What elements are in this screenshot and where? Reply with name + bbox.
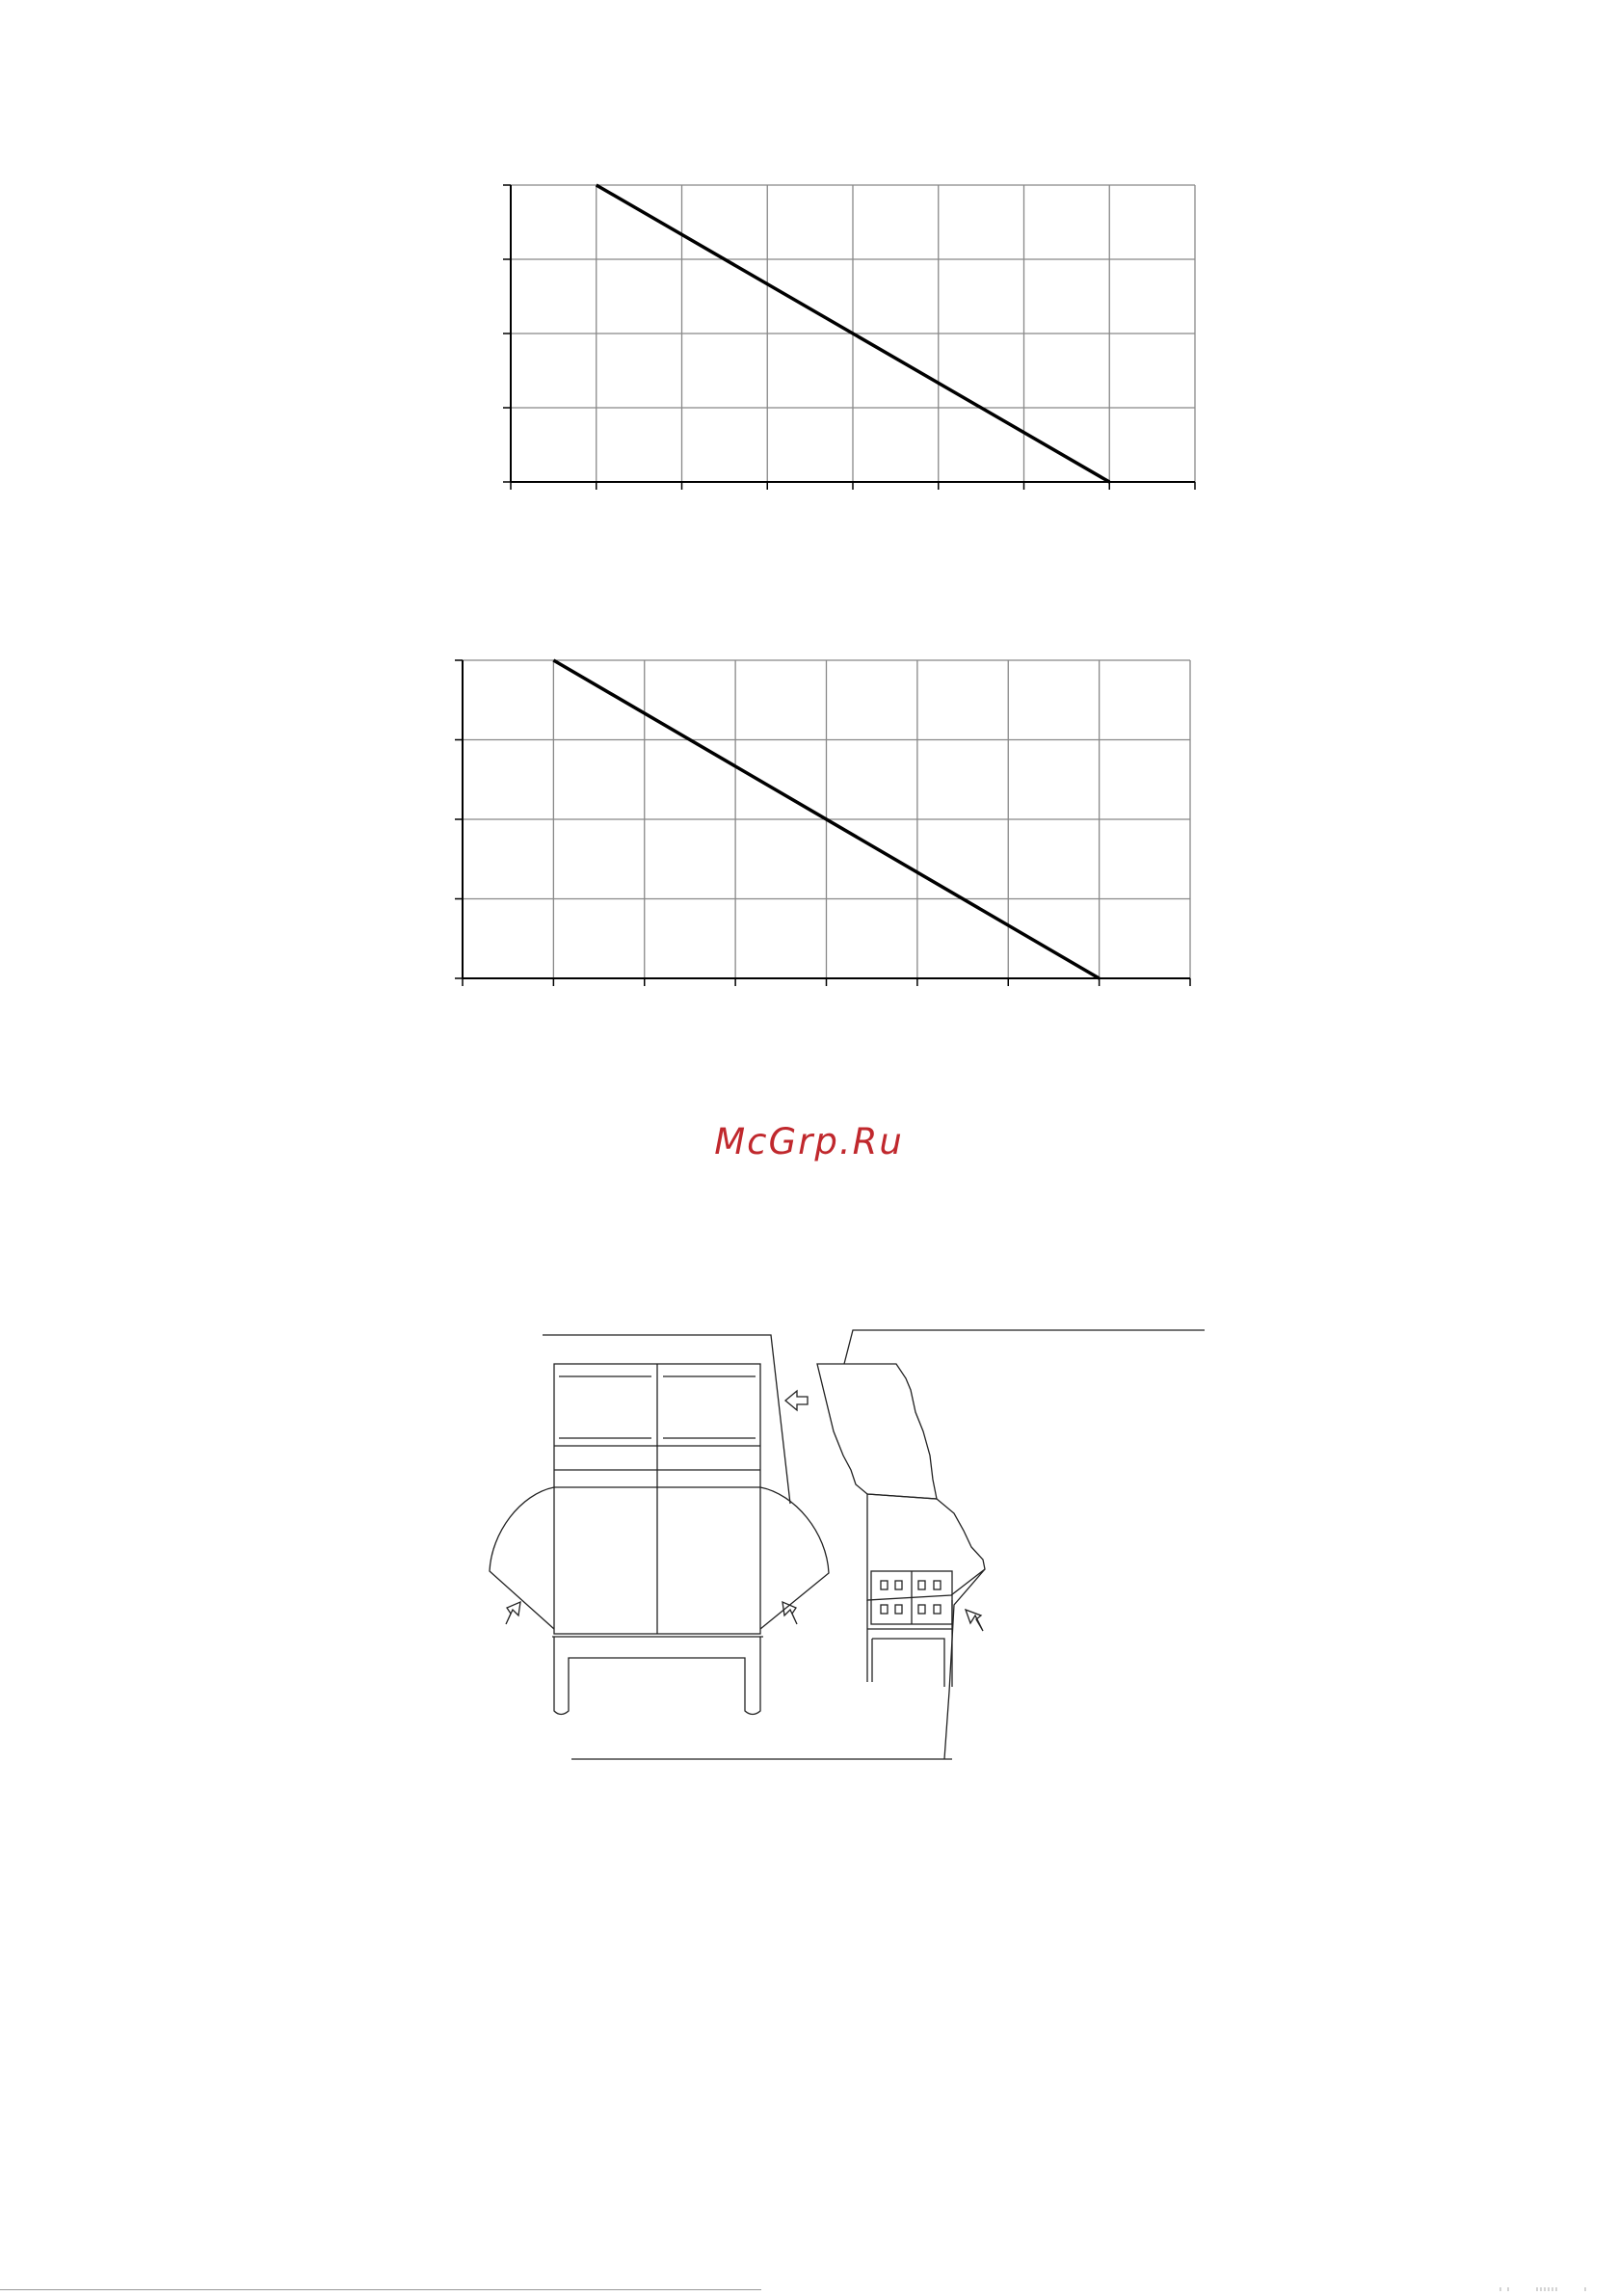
airflow-arrow-icon: [785, 1391, 808, 1410]
airflow-arrow-icon: [966, 1610, 983, 1631]
airflow-arrow-icon: [506, 1602, 520, 1624]
chart-2-axes: [455, 660, 1190, 986]
footer-rule: [0, 2289, 761, 2290]
chart-2: [434, 636, 1205, 1022]
chart-1-axes: [503, 185, 1195, 490]
chart-1: [482, 154, 1214, 501]
watermark-text: McGrp.Ru: [714, 1121, 904, 1162]
cabinet-side-view: [817, 1330, 1205, 1759]
cabinet-drawing: [463, 1311, 1233, 1774]
cabinet-front-view: [490, 1335, 952, 1759]
footer-marks: [1499, 2286, 1605, 2292]
airflow-arrow-icon: [782, 1602, 797, 1624]
